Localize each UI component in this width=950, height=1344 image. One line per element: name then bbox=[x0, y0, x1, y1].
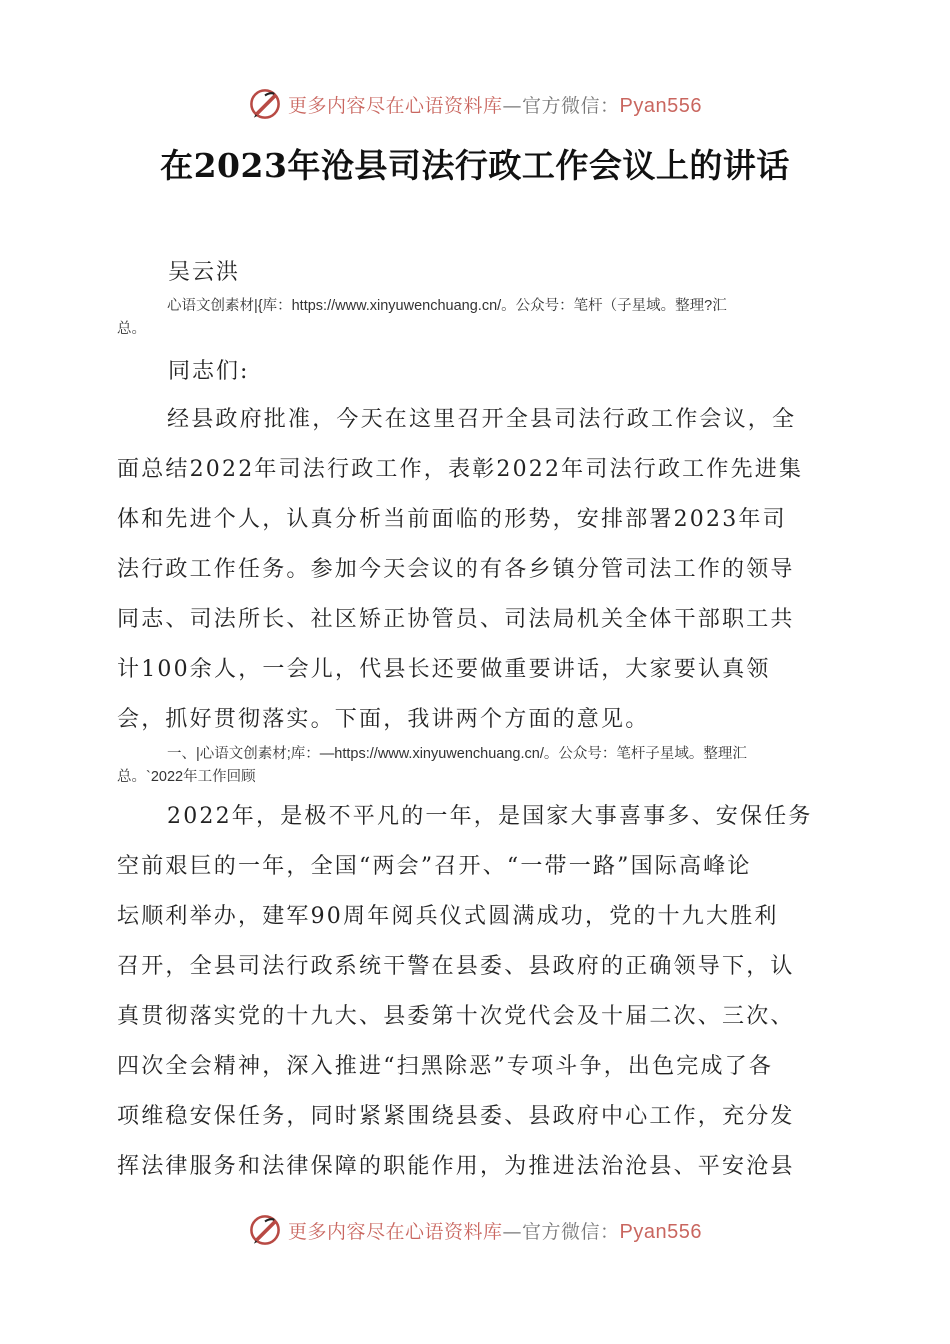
banner-library-text: 更多内容尽在心语资料库 bbox=[288, 94, 503, 117]
banner-wechat-id: Pyan556 bbox=[619, 1220, 702, 1243]
source-note-1-line1: 心语文创素材|{库：https://www.xinyuwenchuang.cn/。公众号：笔杆（子星域。整理?汇 bbox=[167, 298, 727, 314]
paragraph-2-line: 真贯彻落实党的十九大、县委第十次党代会及十届二次、三次、 bbox=[117, 1004, 795, 1029]
paragraph-1-line: 计100余人，一会儿，代县长还要做重要讲话，大家要认真领 bbox=[117, 657, 771, 682]
paragraph-1-line: 面总结2022年司法行政工作，表彰2022年司法行政工作先进集 bbox=[117, 457, 804, 482]
banner-wechat-id: Pyan556 bbox=[619, 94, 702, 117]
paragraph-2-line: 坛顺利举办，建军90周年阅兵仪式圆满成功，党的十九大胜利 bbox=[117, 904, 779, 929]
paragraph-1-line: 会，抓好贯彻落实。下面，我讲两个方面的意见。 bbox=[117, 707, 650, 732]
paragraph-1 bbox=[117, 395, 837, 745]
paragraph-2-line: 挥法律服务和法律保障的职能作用，为推进法治沧县、平安沧县 bbox=[117, 1154, 795, 1179]
banner-text bbox=[288, 91, 702, 118]
paragraph-2 bbox=[117, 792, 837, 1192]
source-note-1-line2: 总。 bbox=[117, 321, 146, 337]
paragraph-2-line: 空前艰巨的一年，全国“两会”召开、“一带一路”国际高峰论 bbox=[117, 854, 752, 879]
author-name: 吴云洪 bbox=[168, 260, 241, 285]
paragraph-1-line: 经县政府批准，今天在这里召开全县司法行政工作会议，全 bbox=[167, 407, 797, 432]
paragraph-1-line: 同志、司法所长、社区矫正协管员、司法局机关全体干部职工共 bbox=[117, 607, 795, 632]
banner-library-text: 更多内容尽在心语资料库 bbox=[288, 1220, 503, 1243]
footer-banner bbox=[0, 1208, 950, 1252]
paragraph-2-line: 召开，全县司法行政系统干警在县委、县政府的正确领导下，认 bbox=[117, 954, 795, 979]
header-banner bbox=[0, 82, 950, 126]
source-note-2-line1: 一、|心语文创素材;库：—https://www.xinyuwenchuang.cn/。公众号：笔杆子星域。整理汇 bbox=[167, 746, 747, 762]
document-title: 在2023年沧县司法行政工作会议上的讲话 bbox=[160, 146, 790, 185]
source-note-2-line2: 总。`2022年工作回顾 bbox=[117, 769, 256, 785]
paragraph-2-line: 项维稳安保任务，同时紧紧围绕县委、县政府中心工作，充分发 bbox=[117, 1104, 795, 1129]
banner-separator: — bbox=[502, 1220, 523, 1243]
paragraph-1-line: 体和先进个人，认真分析当前面临的形势，安排部署2023年司 bbox=[117, 507, 787, 532]
pen-logo-icon bbox=[248, 87, 282, 121]
banner-wechat-label: 官方微信： bbox=[522, 94, 620, 117]
source-note-2 bbox=[117, 743, 837, 789]
paragraph-1-line: 法行政工作任务。参加今天会议的有各乡镇分管司法工作的领导 bbox=[117, 557, 795, 582]
banner-text bbox=[288, 1217, 702, 1244]
paragraph-2-line: 四次全会精神，深入推进“扫黑除恶”专项斗争，出色完成了各 bbox=[117, 1054, 774, 1079]
banner-separator: — bbox=[502, 94, 523, 117]
pen-logo-icon bbox=[248, 1213, 282, 1247]
greeting: 同志们: bbox=[168, 359, 250, 384]
source-note-1 bbox=[117, 295, 837, 341]
banner-wechat-label: 官方微信： bbox=[522, 1220, 620, 1243]
paragraph-2-line: 2022年，是极不平凡的一年，是国家大事喜事多、安保任务 bbox=[167, 804, 813, 829]
